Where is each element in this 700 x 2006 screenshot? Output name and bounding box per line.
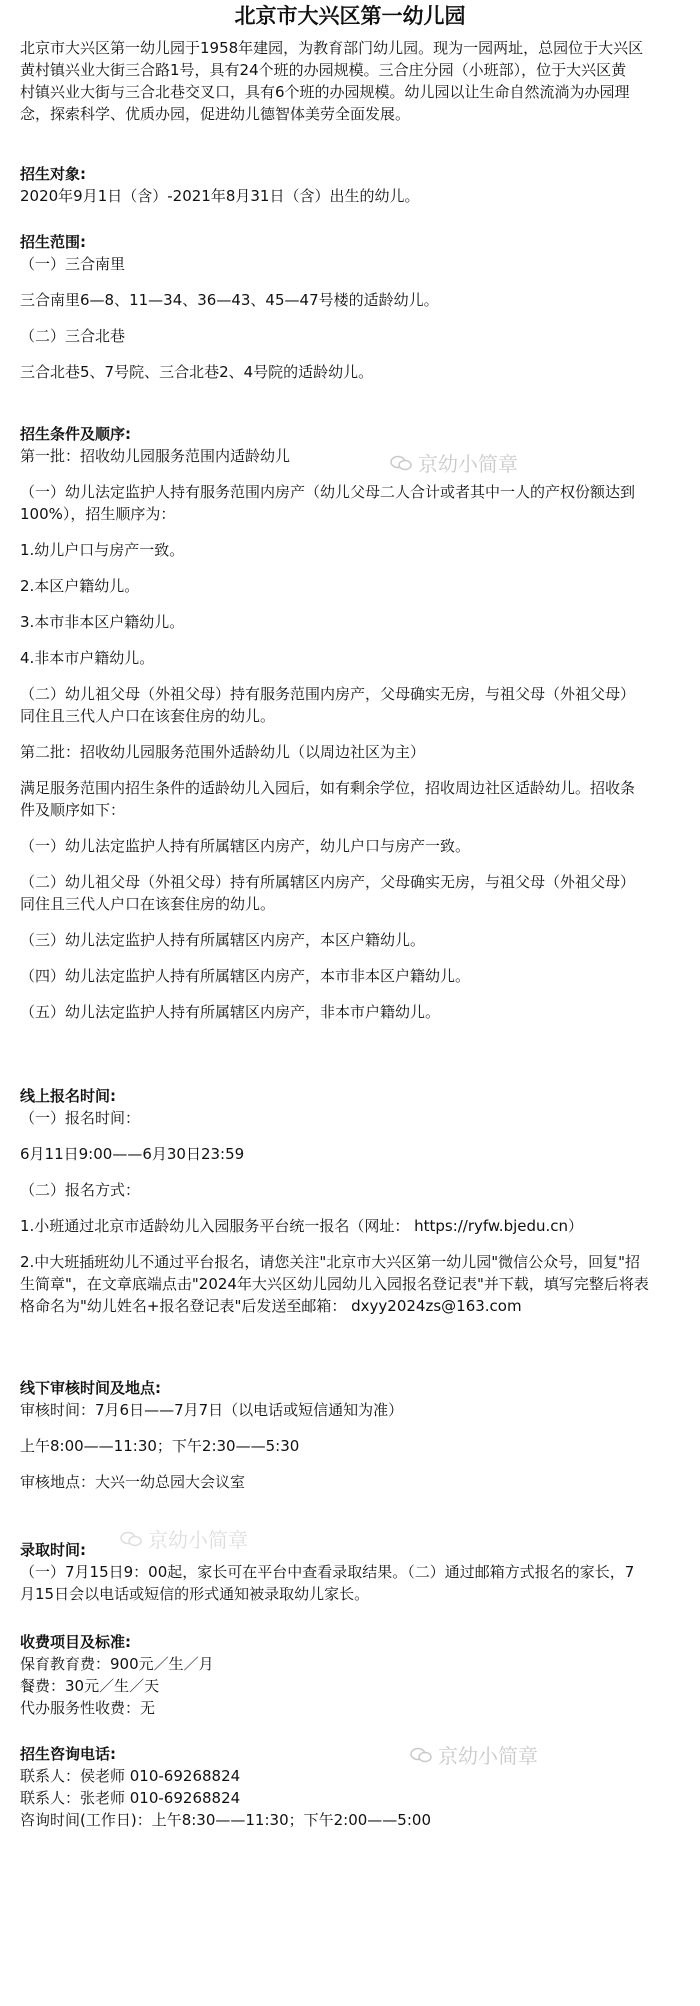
watermark-text: 京幼小简章 — [148, 1528, 248, 1552]
batch2-intro-line: 满足服务范围内招生条件的适龄幼儿入园后，如有剩余学位，招收周边社区适龄幼儿。招收条 — [20, 779, 636, 797]
watermark-text: 京幼小简章 — [438, 1744, 538, 1768]
wechat-chat-icon — [410, 1747, 432, 1763]
offline-hours: 上午8:00——11:30；下午2:30——5:30 — [20, 1437, 300, 1455]
watermark-text: 京幼小简章 — [418, 452, 518, 476]
batch1-title: 第一批：招收幼儿园服务范围内适龄幼儿 — [20, 447, 291, 465]
scope-heading: 招生范围: — [20, 233, 86, 251]
wechat-chat-icon — [390, 455, 412, 471]
batch1-order-item: 1.幼儿户口与房产一致。 — [20, 541, 185, 559]
conditions-heading: 招生条件及顺序: — [20, 425, 131, 443]
batch1-order-item: 3.本市非本区户籍幼儿。 — [20, 613, 185, 631]
online-method-title: （二）报名方式： — [20, 1181, 141, 1199]
admission-line: 月15日会以电话或短信的形式通知被录取幼儿家长。 — [20, 1585, 370, 1603]
online-time-text: 6月11日9:00——6月30日23:59 — [20, 1145, 245, 1163]
fee-care: 保育教育费：900元／生／月 — [20, 1655, 214, 1673]
fees-heading: 收费项目及标准: — [20, 1633, 131, 1651]
fee-meal: 餐费：30元／生／天 — [20, 1677, 160, 1695]
fee-agency: 代办服务性收费：无 — [20, 1699, 156, 1717]
batch1-item1-line: （一）幼儿法定监护人持有服务范围内房产（幼儿父母二人合计或者其中一人的产权份额达到 — [20, 483, 636, 501]
watermark — [410, 1740, 538, 1769]
intro-line: 村镇兴业大街与三合北巷交叉口，具有6个班的办园规模。幼儿园以让生命自然流淌为办园理 — [20, 83, 630, 101]
batch2-item: （一）幼儿法定监护人持有所属辖区内房产，幼儿户口与房产一致。 — [20, 837, 471, 855]
batch2-title: 第二批：招收幼儿园服务范围外适龄幼儿（以周边社区为主） — [20, 743, 426, 761]
batch2-item: （五）幼儿法定监护人持有所属辖区内房产，非本市户籍幼儿。 — [20, 1003, 441, 1021]
contact-hours: 咨询时间(工作日)：上午8:30——11:30；下午2:00——5:00 — [20, 1811, 431, 1829]
offline-heading: 线下审核时间及地点: — [20, 1379, 161, 1397]
online-heading: 线上报名时间: — [20, 1087, 116, 1105]
batch1-item1-line: 100%），招生顺序为： — [20, 505, 176, 523]
batch2-item: （三）幼儿法定监护人持有所属辖区内房产，本区户籍幼儿。 — [20, 931, 426, 949]
online-method-2-line: 生简章"，在文章底端点击"2024年大兴区幼儿园幼儿入园报名登记表"并下载，填写完整后将表 — [20, 1275, 649, 1293]
admission-heading: 录取时间: — [20, 1541, 86, 1559]
scope-area2-title: （二）三合北巷 — [20, 327, 126, 345]
admission-line: （一）7月15日9：00起，家长可在平台中查看录取结果。（二）通过邮箱方式报名的家长，7 — [20, 1563, 635, 1581]
intro-line: 北京市大兴区第一幼儿园于1958年建园，为教育部门幼儿园。现为一园两址，总园位于大兴区 — [20, 39, 644, 57]
online-method-1: 1.小班通过北京市适龄幼儿入园服务平台统一报名（网址： https://ryfw.bjedu.cn） — [20, 1217, 584, 1235]
offline-review-time: 审核时间：7月6日——7月7日（以电话或短信通知为准） — [20, 1401, 404, 1419]
batch2-intro-line: 件及顺序如下： — [20, 801, 126, 819]
scope-area2-text: 三合北巷5、7号院、三合北巷2、4号院的适龄幼儿。 — [20, 363, 374, 381]
online-time-title: （一）报名时间： — [20, 1109, 141, 1127]
contact-heading: 招生咨询电话: — [20, 1745, 116, 1763]
intro-line: 黄村镇兴业大街三合路1号，具有24个班的办园规模。三合庄分园（小班部），位于大兴区黄 — [20, 61, 627, 79]
watermark — [120, 1524, 248, 1553]
online-method-2-line: 格命名为"幼儿姓名+报名登记表"后发送至邮箱： dxyy2024zs@163.com — [20, 1297, 522, 1315]
batch1-order-item: 4.非本市户籍幼儿。 — [20, 649, 155, 667]
intro-line: 念，探索科学、优质办园，促进幼儿德智体美劳全面发展。 — [20, 105, 411, 123]
page-title: 北京市大兴区第一幼儿园 — [234, 4, 466, 28]
scope-area1-text: 三合南里6—8、11—34、36—43、45—47号楼的适龄幼儿。 — [20, 291, 439, 309]
online-method-2-line: 2.中大班插班幼儿不通过平台报名，请您关注"北京市大兴区第一幼儿园"微信公众号，回复"招 — [20, 1253, 641, 1271]
contact-person: 联系人：张老师 010-69268824 — [20, 1789, 241, 1807]
batch2-item: （四）幼儿法定监护人持有所属辖区内房产，本市非本区户籍幼儿。 — [20, 967, 471, 985]
batch1-item2-line: 同住且三代人户口在该套住房的幼儿。 — [20, 707, 276, 725]
batch2-item: （二）幼儿祖父母（外祖父母）持有所属辖区内房产，父母确实无房，与祖父母（外祖父母） — [20, 873, 636, 891]
wechat-chat-icon — [120, 1531, 142, 1547]
batch2-item: 同住且三代人户口在该套住房的幼儿。 — [20, 895, 276, 913]
contact-person: 联系人：侯老师 010-69268824 — [20, 1767, 241, 1785]
batch1-order-item: 2.本区户籍幼儿。 — [20, 577, 140, 595]
scope-area1-title: （一）三合南里 — [20, 255, 126, 273]
target-text: 2020年9月1日（含）-2021年8月31日（含）出生的幼儿。 — [20, 187, 420, 205]
batch1-item2-line: （二）幼儿祖父母（外祖父母）持有服务范围内房产，父母确实无房，与祖父母（外祖父母） — [20, 685, 636, 703]
offline-location: 审核地点：大兴一幼总园大会议室 — [20, 1473, 246, 1491]
watermark — [390, 448, 518, 477]
target-heading: 招生对象: — [20, 165, 86, 183]
